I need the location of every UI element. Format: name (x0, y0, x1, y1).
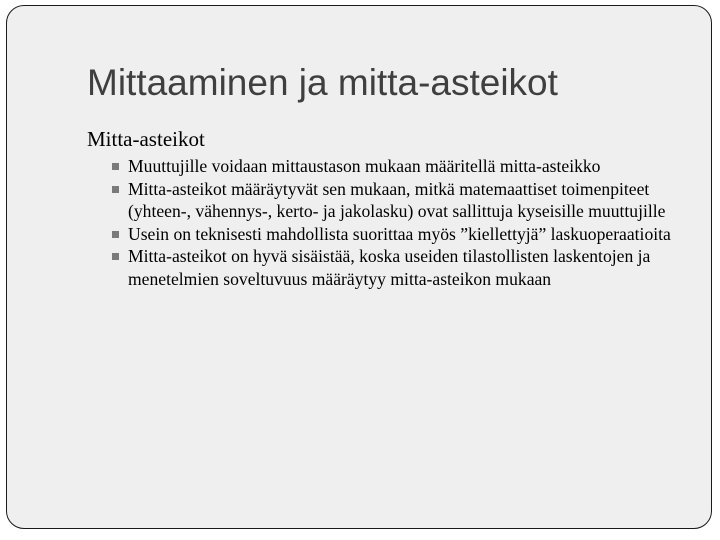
bullet-item (110, 245, 675, 290)
bullet-item (110, 223, 675, 246)
bullet-list (110, 155, 675, 291)
square-bullet-icon (112, 186, 119, 193)
slide-subheading: Mitta-asteikot (87, 127, 205, 151)
square-bullet-icon (112, 253, 119, 260)
square-bullet-icon (112, 231, 119, 238)
bullet-text: Usein on teknisesti mahdollista suorittaa myös ”kiellettyjä” laskuoperaatioita (128, 223, 671, 244)
bullet-text: Muuttujille voidaan mittaustason mukaan määritellä mitta-asteikko (128, 156, 601, 176)
bullet-text: Mitta-asteikot määräytyvät sen mukaan, mitkä matemaattiset toimenpiteet (yhteen-, vähennys-, kerto- ja jakolasku) ovat sallittuja kyseisille muuttujille (128, 178, 666, 222)
slide-title: Mittaaminen ja mitta-asteikot (87, 62, 558, 103)
bullet-text: Mitta-asteikot on hyvä sisäistää, koska useiden tilastollisten laskentojen ja menetelmien soveltuvuus määräytyy mitta-asteikon mukaan (128, 246, 651, 289)
slide (6, 5, 712, 529)
square-bullet-icon (112, 163, 119, 170)
bullet-item (110, 155, 675, 178)
bullet-item (110, 178, 675, 223)
